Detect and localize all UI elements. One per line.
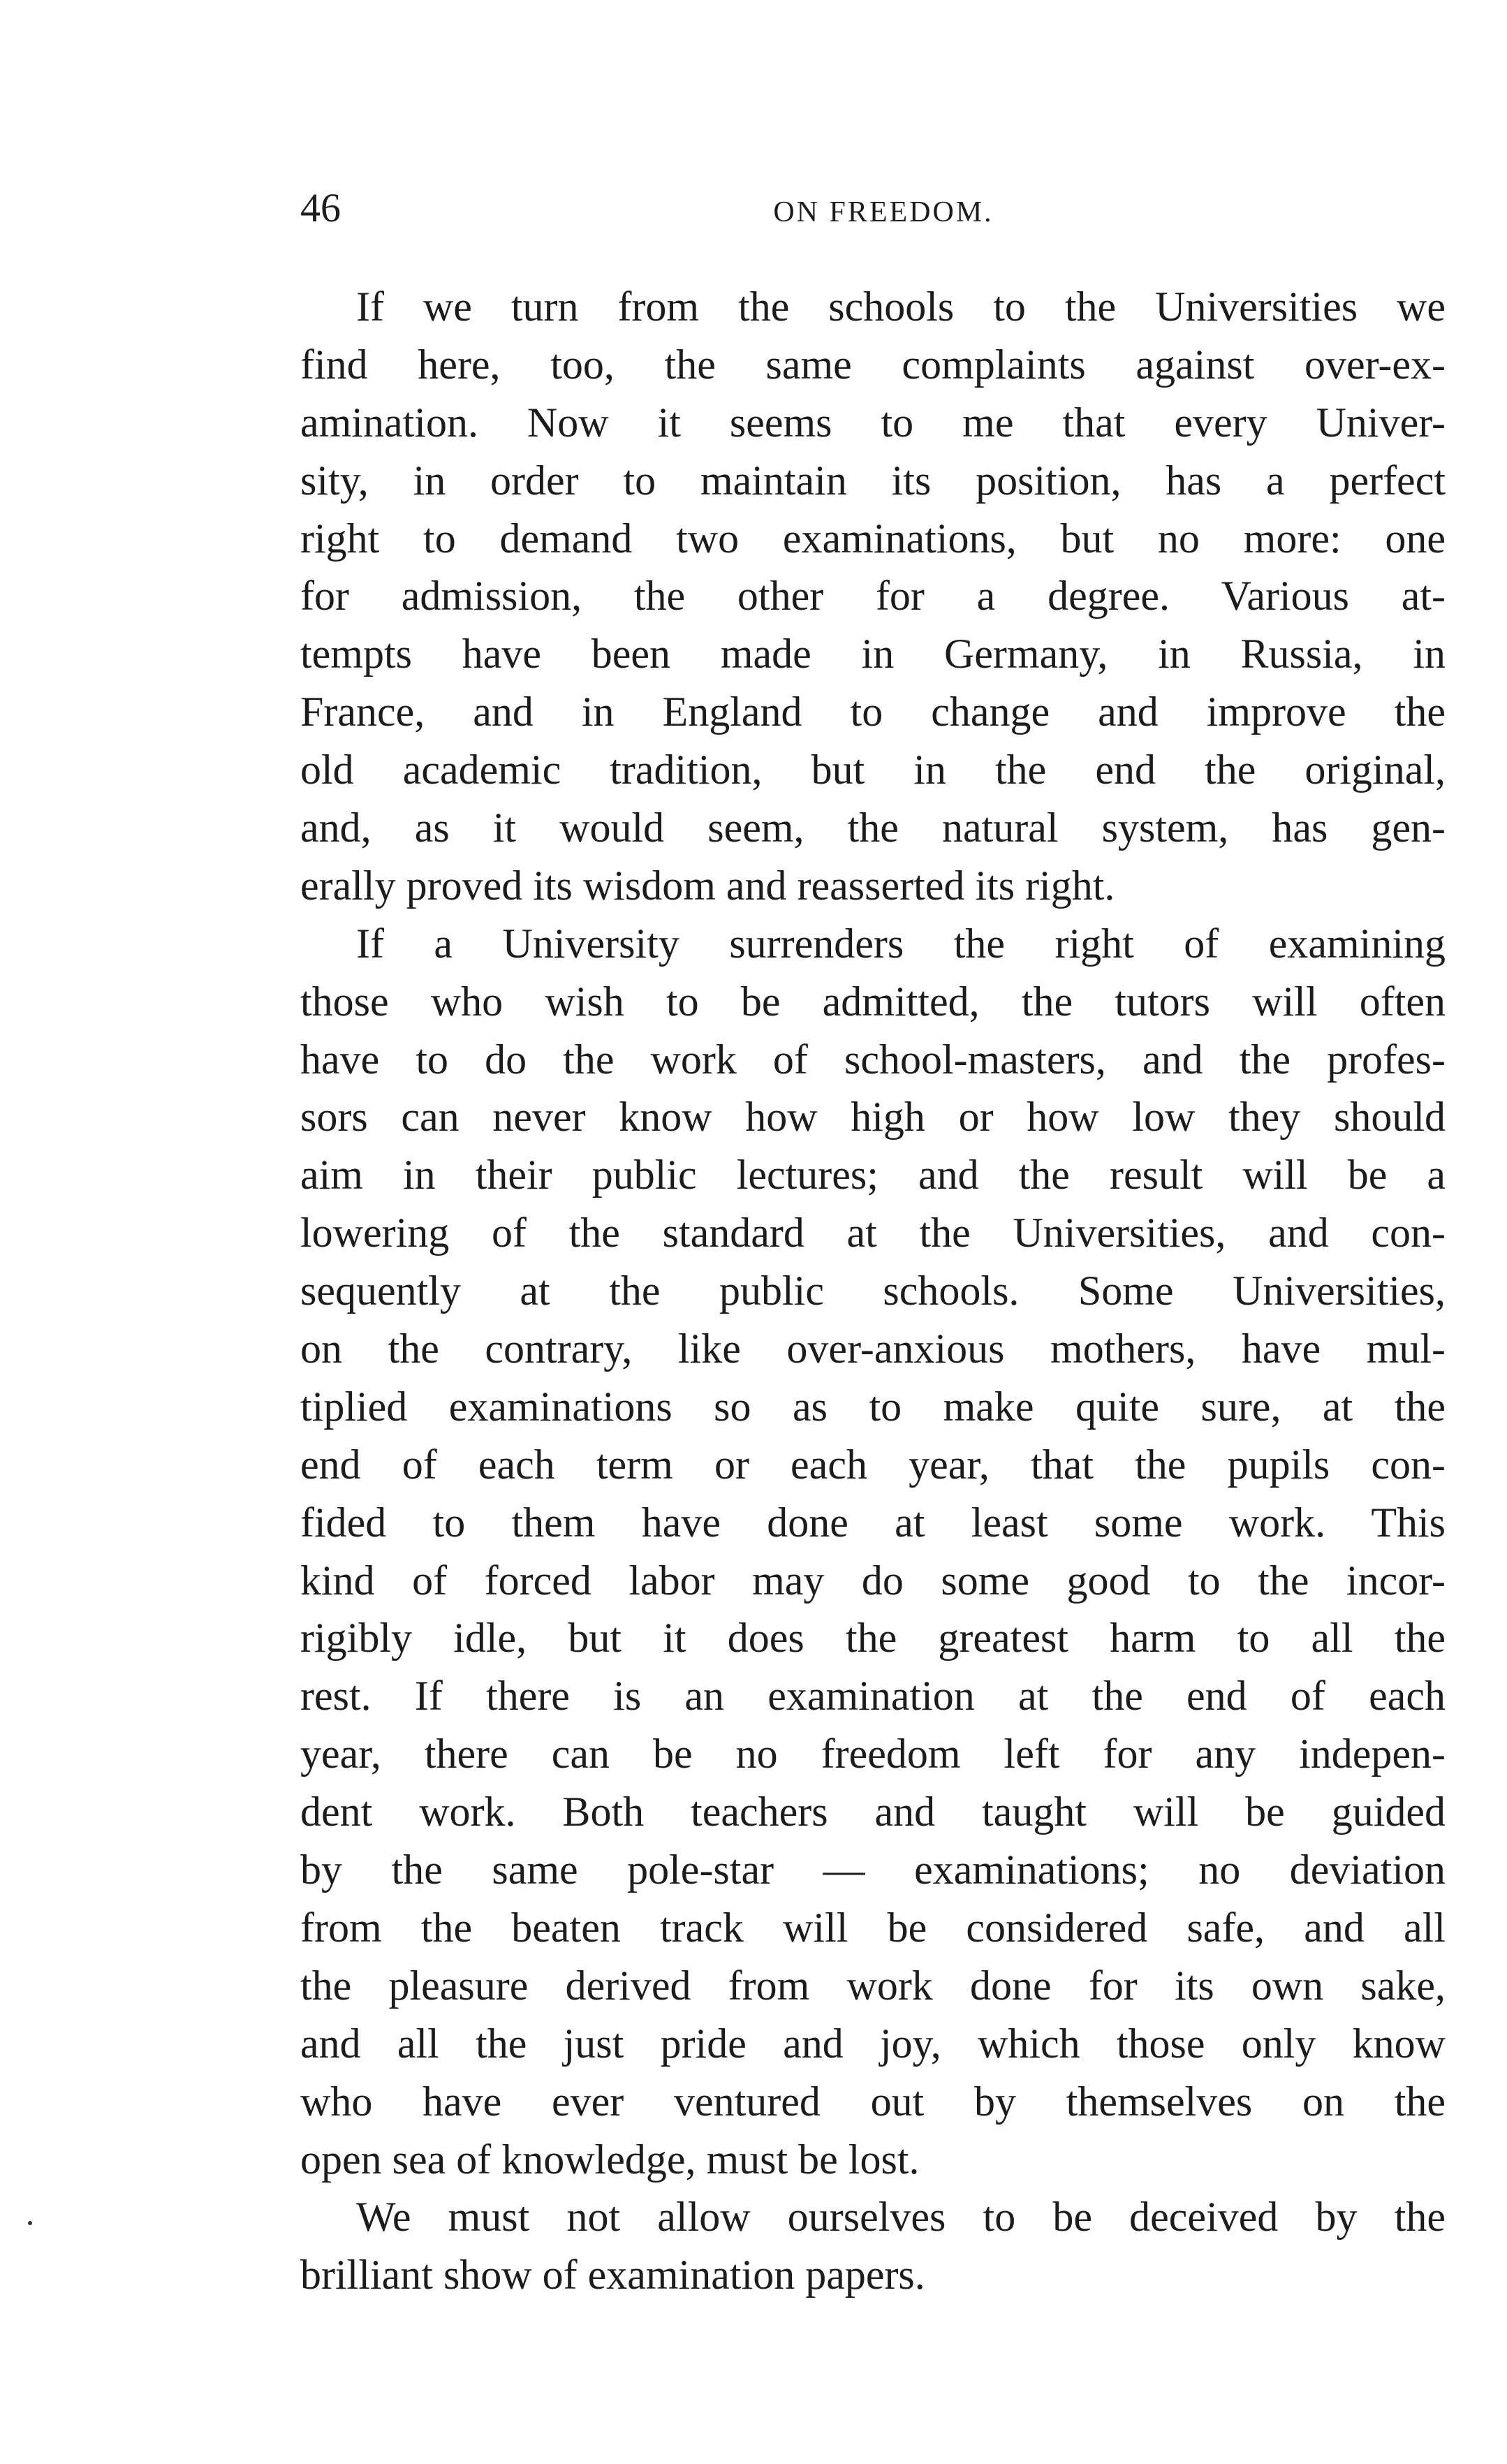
- text-line: erally proved its wisdom and reasserted its right.: [300, 862, 1115, 909]
- text-line: those who wish to be admitted, the tutors will often: [300, 978, 1446, 1025]
- text-line: on the contrary, like over-anxious mothers, have mul-: [300, 1326, 1446, 1372]
- text-line: for admission, the other for a degree. Various at-: [300, 573, 1446, 619]
- text-line: France, and in England to change and improve the: [300, 689, 1446, 735]
- text-line: kind of forced labor may do some good to the incor-: [300, 1557, 1446, 1604]
- text-line: rigibly idle, but it does the greatest harm to all the: [300, 1615, 1446, 1662]
- text-line: right to demand two examinations, but no more: one: [300, 515, 1446, 562]
- text-line: We must not allow ourselves to be deceived by the: [356, 2194, 1446, 2241]
- text-line: year, there can be no freedom left for any indepen-: [300, 1731, 1446, 1777]
- text-line: the pleasure derived from work done for its own sake,: [300, 1962, 1446, 2009]
- text-line: by the same pole-star — examinations; no deviation: [300, 1847, 1446, 1893]
- text-line: find here, too, the same complaints against over-ex-: [300, 341, 1446, 388]
- text-line: dent work. Both teachers and taught will be guided: [300, 1789, 1446, 1835]
- text-line: aim in their public lectures; and the result will be a: [300, 1152, 1446, 1198]
- text-line: and, as it would seem, the natural system, has gen-: [300, 805, 1446, 851]
- text-line: If we turn from the schools to the Universities we: [356, 284, 1446, 330]
- text-line: sity, in order to maintain its position, has a perfect: [300, 457, 1446, 504]
- text-line: end of each term or each year, that the pupils con-: [300, 1441, 1446, 1488]
- page-number: 46: [300, 185, 341, 230]
- running-title: ON FREEDOM.: [773, 196, 994, 228]
- text-line: sors can never know how high or how low they should: [300, 1094, 1446, 1141]
- body-text: [300, 278, 1446, 2304]
- text-line: old academic tradition, but in the end the original,: [300, 747, 1446, 793]
- text-line: tiplied examinations so as to make quite sure, at the: [300, 1383, 1446, 1430]
- print-speck: [28, 2221, 32, 2225]
- text-line: lowering of the standard at the Universities, and con-: [300, 1210, 1446, 1256]
- text-line: from the beaten track will be considered safe, and all: [300, 1904, 1446, 1951]
- text-line: who have ever ventured out by themselves on the: [300, 2078, 1446, 2125]
- text-line: amination. Now it seems to me that every Univer-: [300, 399, 1446, 446]
- text-line: sequently at the public schools. Some Universities,: [300, 1268, 1446, 1314]
- text-line: open sea of knowledge, must be lost.: [300, 2136, 920, 2183]
- text-line: brilliant show of examination papers.: [300, 2252, 925, 2298]
- text-line: rest. If there is an examination at the end of each: [300, 1673, 1446, 1719]
- text-line: tempts have been made in Germany, in Russia, in: [300, 631, 1446, 677]
- page-header: [300, 180, 1453, 243]
- text-line: fided to them have done at least some work. This: [300, 1499, 1446, 1546]
- text-line: and all the just pride and joy, which those only know: [300, 2020, 1446, 2067]
- text-line: have to do the work of school-masters, and the profes-: [300, 1036, 1446, 1083]
- text-line: If a University surrenders the right of examining: [356, 920, 1446, 967]
